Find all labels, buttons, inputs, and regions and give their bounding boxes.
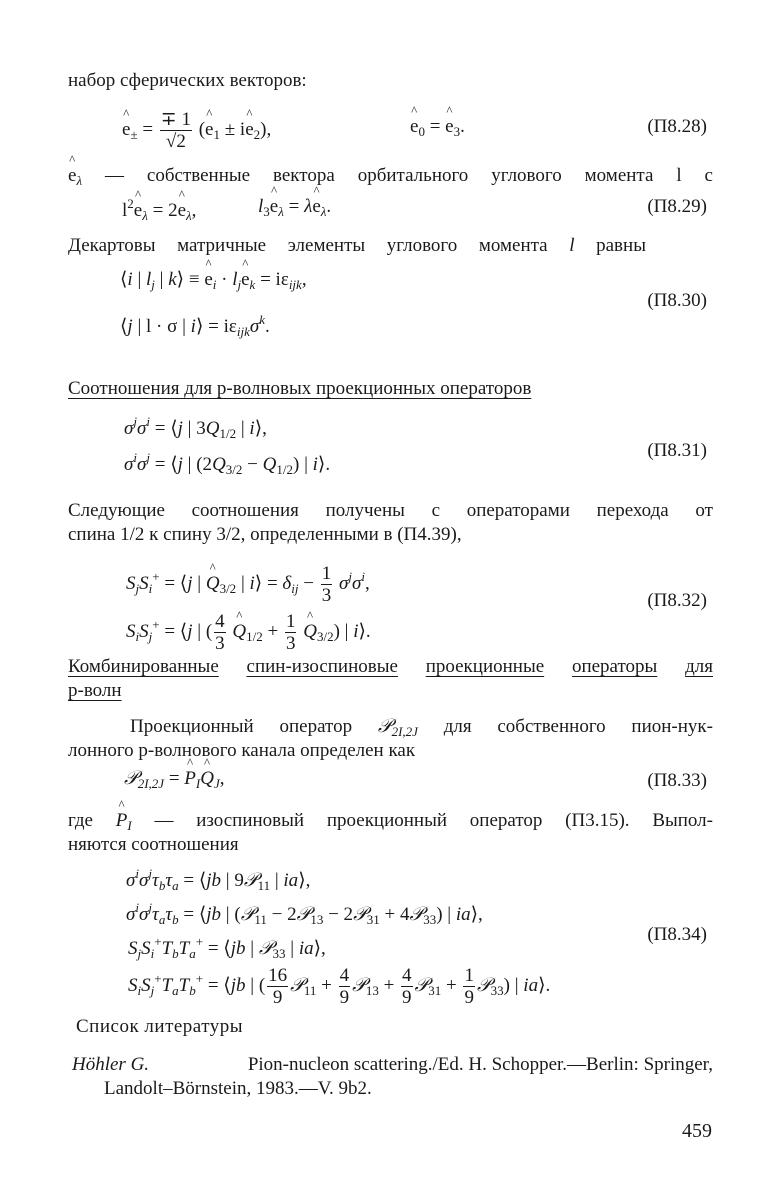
equation-p8-28-left: ^ $e_\pm$ = $\frac{\mp 1}{√2}$ (^ $e_1$ ± i^ $e_2$), [122,110,271,151]
reference-line2: Landolt–Börnstein, 1983.—V. 9b2. [104,1078,372,1099]
equation-p8-34-line2: $\sigma^i\sigma^j\tau_a\tau_b$ = ⟨jb | (𝒫$_{11}$ − 2𝒫$_{13}$ − 2𝒫$_{31}$ + 4𝒫$_{33}$) | ia⟩, [126,900,483,927]
equation-number-p8-31: (П8.31) [647,440,707,461]
equation-p8-32-line2: $S_iS_j^+$ = ⟨j | ( $\frac{4}{3}$ ^ $Q_{1/2}$ + $\frac{1}{3}$ ^ $Q_{3/2}$) | i⟩. [126,612,371,653]
reference-line1 [72,1054,713,1076]
equation-p8-33: 𝒫$_{2I,2J}$ = ^ $P_I\^{}$ $Q_J$, [124,768,225,792]
projection-text-line1: Проекционный оператор 𝒫$_{2I,2J}$ для собственного пион-нук- [130,716,713,739]
equation-p8-29-right: $l_3\^{}$ $e_\lambda$ = λ^ $e_\lambda$. [258,196,331,220]
transition-text-line1: Следующие соотношения получены с операторами перехода от [68,500,713,521]
equation-p8-28-right: ^ $e_0$ = ^ $e_3$. [410,116,465,140]
equation-p8-29-left: $l^2\^{}$ $e_\lambda$ = 2^ $e_\lambda$, [122,196,196,224]
eigen-text: ^ $e_\lambda$ — собственные вектора орбитального углового момента l с [68,165,713,189]
equation-p8-31-line1: $\sigma^j\sigma^i$ = ⟨j | $3Q_{1/2}$ | i⟩, [124,414,267,441]
equation-number-p8-29: (П8.29) [647,196,707,217]
transition-text-line2: спина 1/2 к спину 3/2, определенными в (П4.39), [68,524,462,545]
equation-p8-34-line1: $\sigma^i\sigma^j\tau_b\tau_a$ = ⟨jb | 9𝒫$_{11}$ | ia⟩, [126,866,311,893]
references-heading: Список литературы [76,1016,244,1037]
where-text-line1: где ^ $P_I$ — изоспиновый проекционный оператор (П3.15). Выпол- [68,810,713,834]
intro-text: набор сферических векторов: [68,70,307,91]
section-heading-combined-line1: Комбинированные спин-изоспиновые проекционные операторы для [68,656,713,677]
equation-p8-30-line2: ⟨j | l · σ | i⟩ = $i\varepsilon_{ijk}\sigma^k$. [120,312,270,339]
projection-text-line2: лонного p-волнового канала определен как [68,740,416,761]
equation-number-p8-32: (П8.32) [647,590,707,611]
section-heading-combined-line2: p-волн [68,680,122,701]
equation-p8-34-line4: $S_iS_j^+T_aT_b^+$ = ⟨jb | ( $\frac{16}{9}$ 𝒫$_{11}$ + $\frac{4}{9}$ 𝒫$_{13}$ + $\frac{4}{9}$ 𝒫$_{31}$ + $\frac{1}{9}$ 𝒫$_{33}$) | ia⟩. [128,965,551,1008]
equation-number-p8-33: (П8.33) [647,770,707,791]
equation-p8-30-line1: ⟨i | $l_j$ | k⟩ ≡ ^ $e_i$ · $l_j\^{}$ $e_k = i\varepsilon_{ijk}$, [120,268,307,293]
reference-title: Pion-nucleon scattering./Ed. H. Schopper.—Berlin: Springer, [247,1054,713,1075]
equation-number-p8-30: (П8.30) [647,290,707,311]
equation-p8-32-line1: $S_jS_i^+$ = ⟨j | ^ $Q_{3/2}$ | i⟩ = $\delta_{ij}$ − $\frac{1}{3}$ $\sigma^j\sigma^i$, [126,564,370,605]
reference-author: Höhler G. [72,1054,150,1075]
equation-p8-34-line3: $S_jS_i^+T_bT_a^+$ = ⟨jb | 𝒫$_{33}$ | ia⟩, [128,934,326,961]
equation-number-p8-28: (П8.28) [647,116,707,137]
equation-p8-31-line2: $\sigma^i\sigma^j$ = ⟨j | $(2Q_{3/2} - Q_{1/2})$ | i⟩. [124,450,331,477]
section-heading-p-wave: Соотношения для p-волновых проекционных операторов [68,378,532,399]
cartesian-text: Декартовы матричные элементы углового момента l равны [68,235,646,256]
page-number: 459 [682,1120,712,1142]
where-text-line2: няются соотношения [68,834,239,855]
equation-number-p8-34: (П8.34) [647,924,707,945]
